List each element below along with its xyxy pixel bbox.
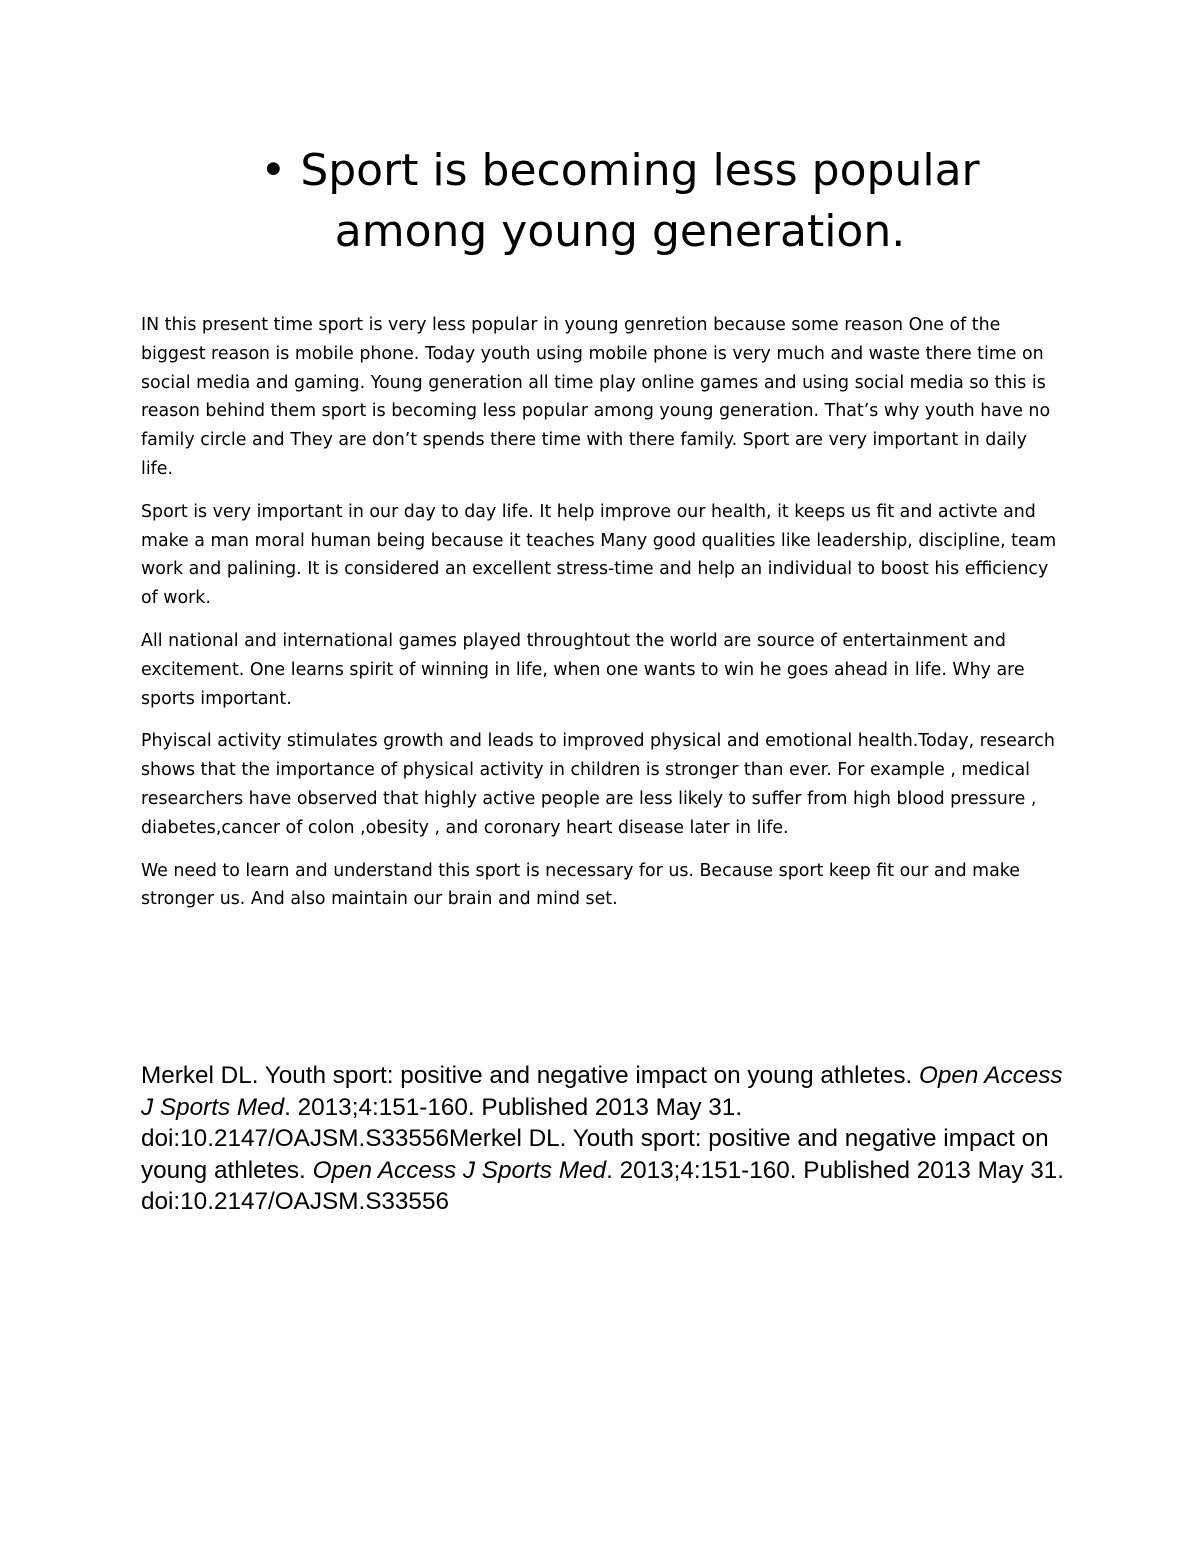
- citation-part-1: Merkel DL. Youth sport: positive and negative impact on young athletes.: [141, 1062, 919, 1089]
- title-bullet: •: [260, 145, 287, 196]
- citation-reference: [141, 1060, 1071, 1218]
- paragraph-5: We need to learn and understand this sport is necessary for us. Because sport keep fit our and make stronger us. And also maintain our brain and mind set.: [141, 860, 1020, 910]
- citation-part-2: . 2013;4:151-160. Published 2013 May 31. doi:10.2147/OAJSM.S33556Merkel DL. Youth sport: positive and negative impact on young athletes.: [141, 1093, 1049, 1184]
- title-text: Sport is becoming less popular among young generation.: [300, 145, 980, 257]
- body-text: [141, 311, 1061, 928]
- citation-part-3: . 2013;4:151-160. Published 2013 May 31. doi:10.2147/OAJSM.S33556: [141, 1156, 1064, 1215]
- paragraph-3: All national and international games played throughtout the world are source of entertainment and excitement. One learns spirit of winning in life, when one wants to win he goes ahead in life. Why are sports important.: [141, 630, 1025, 709]
- citation-journal-1: Open Access J Sports Med: [141, 1062, 1063, 1121]
- paragraph-4: Phyiscal activity stimulates growth and leads to improved physical and emotional health.Today, research shows that the importance of physical activity in children is stronger than ever. For example , medical researchers have observed that highly active people are less likely to suffer from high blood pressure , diabetes,cancer of colon ,obesity , and coronary heart disease later in life.: [141, 731, 1055, 838]
- paragraph-1: IN this present time sport is very less popular in young genretion because some reason One of the biggest reason is mobile phone. Today youth using mobile phone is very much and waste there time on social media and gaming. Young generation all time play online games and using social media so this is reason behind them sport is becoming less popular among young generation. That’s why youth have no family circle and They are don’t spends there time with there family. Sport are very important in daily life.: [141, 315, 1051, 479]
- paragraph-2: Sport is very important in our day to day life. It help improve our health, it keeps us fit and activte and make a man moral human being because it teaches Many good qualities like leadership, discipline, team work and palining. It is considered an excellent stress-time and help an individual to boost his efficiency of work.: [141, 501, 1057, 609]
- citation-journal-2: Open Access J Sports Med: [312, 1156, 607, 1184]
- page-title: [180, 140, 1060, 262]
